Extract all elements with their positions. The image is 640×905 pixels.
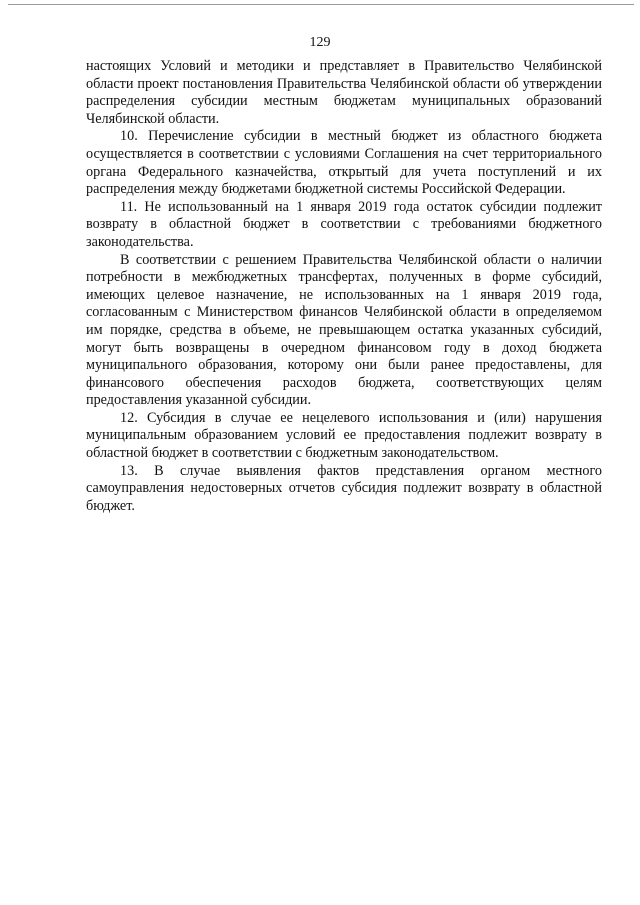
paragraph-item-13: 13. В случае выявления фактов представления органом местного самоуправления недостоверных отчетов субсидия подлежит возврату в областной бюджет.: [86, 462, 602, 514]
paragraph-item-12: 12. Субсидия в случае ее нецелевого использования и (или) нарушения муниципальным образованием условий ее предоставления подлежит возврату в областной бюджет в соответствии с бюджетным законодательством.: [86, 409, 602, 462]
page-number: 129: [309, 35, 331, 50]
document-body: [86, 58, 602, 515]
paragraph-item-11: 11. Не использованный на 1 января 2019 года остаток субсидии подлежит возврату в областной бюджет в соответствии с требованиями бюджетного законодательства.: [86, 198, 602, 250]
paragraph-return-conditions: В соответствии с решением Правительства Челябинской области о наличии потребности в межбюджетных трансфертах, полученных в форме субсидий, имеющих целевое назначение, не использованных на 1 января 2019 года, согласованным с Министерством финансов Челябинской области в определяемом им порядке, средства в объеме, не превышающем остатка указанных субсидий, могут быть возвращены в очередном финансовом году в доход бюджета муниципального образования, которому они были ранее предоставлены, для финансового обеспечения расходов бюджета, соответствующих целям предоставления указанной субсидии.: [86, 251, 602, 409]
paragraph-continuation: настоящих Условий и методики и представляет в Правительство Челябинской области проект постановления Правительства Челябинской области об утверждении распределения субсидии местным бюджетам муниципальных образований Челябинской области.: [86, 58, 602, 127]
paragraph-item-10: 10. Перечисление субсидии в местный бюджет из областного бюджета осуществляется в соответствии с условиями Соглашения на счет территориального органа Федерального казначейства, открытый для учета поступлений и их распределения между бюджетами бюджетной системы Российской Федерации.: [86, 128, 602, 198]
top-border-line: [8, 4, 634, 5]
